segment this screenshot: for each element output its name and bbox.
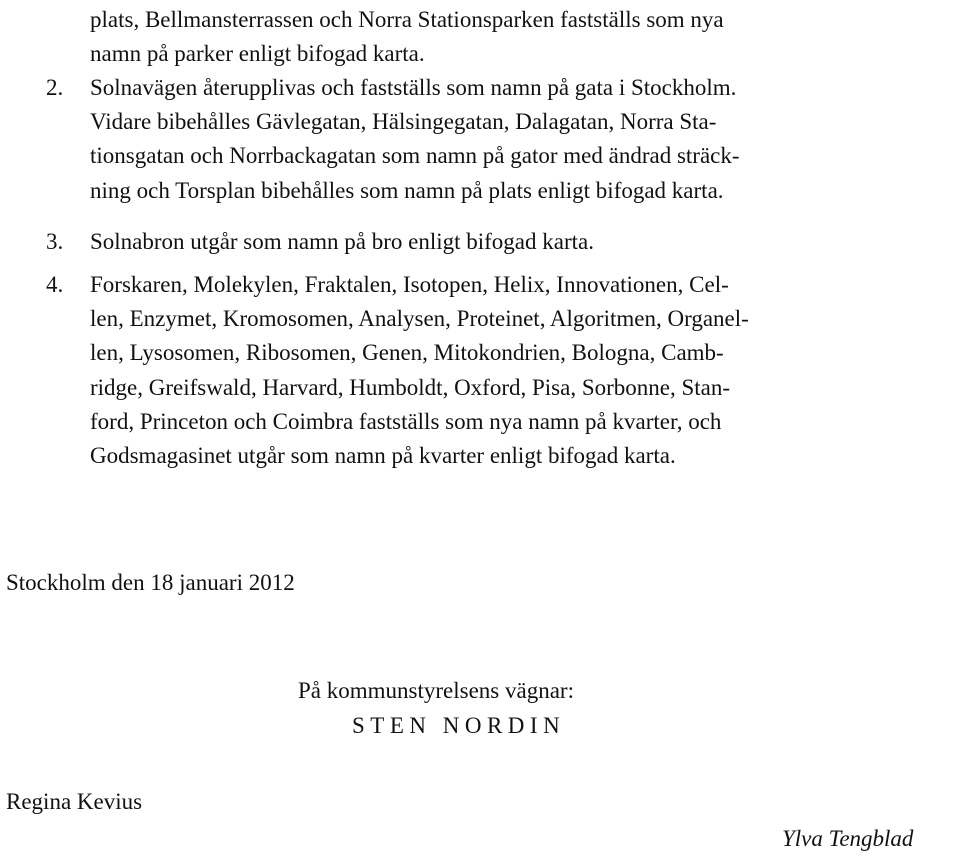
item-2-line-3: tionsgatan och Norrbackagatan som namn på gator med ändrad sträck-	[90, 143, 740, 169]
on-behalf-line: På kommunstyrelsens vägnar:	[298, 678, 574, 703]
item-4-line-2: len, Enzymet, Kromosomen, Analysen, Proteinet, Algoritmen, Organel-	[90, 306, 749, 332]
item-3-line-1: Solnabron utgår som namn på bro enligt bifogad karta.	[90, 229, 594, 254]
signer-name: STEN NORDIN	[352, 713, 566, 738]
item-4-line-4: ridge, Greifswald, Harvard, Humboldt, Oxford, Pisa, Sorbonne, Stan-	[90, 374, 731, 400]
item-2-line-1: Solnavägen återupplivas och fastställs som namn på gata i Stockholm.	[90, 75, 737, 100]
item-4-line-1: Forskaren, Molekylen, Fraktalen, Isotopen, Helix, Innovationen, Cel-	[90, 272, 729, 297]
item-1-line-2: namn på parker enligt bifogad karta.	[90, 41, 425, 67]
item-3	[46, 225, 946, 259]
date-line: Stockholm den 18 januari 2012	[6, 570, 295, 595]
item-4	[46, 268, 946, 473]
item-2-line-4: ning och Torsplan bibehålles som namn på plats enligt bifogad karta.	[90, 177, 724, 203]
item-2	[46, 71, 946, 208]
item-1-line-1: plats, Bellmansterrassen och Norra Stationsparken fastställs som nya	[90, 7, 724, 32]
item-1-continued	[46, 3, 946, 71]
item-4-line-6: Godsmagasinet utgår som namn på kvarter enligt bifogad karta.	[90, 443, 676, 469]
item-2-number: 2.	[46, 75, 64, 100]
item-2-line-2: Vidare bibehålles Gävlegatan, Hälsingegatan, Dalagatan, Norra Sta-	[90, 109, 717, 135]
cosigner-name: Regina Kevius	[6, 789, 143, 814]
item-4-line-5: ford, Princeton och Coimbra fastställs som nya namn på kvarter, och	[90, 408, 722, 434]
clerk-name: Ylva Tengblad	[782, 826, 914, 851]
item-4-number: 4.	[46, 272, 64, 297]
item-3-number: 3.	[46, 229, 64, 254]
item-4-line-3: len, Lysosomen, Ribosomen, Genen, Mitokondrien, Bologna, Camb-	[90, 340, 724, 366]
